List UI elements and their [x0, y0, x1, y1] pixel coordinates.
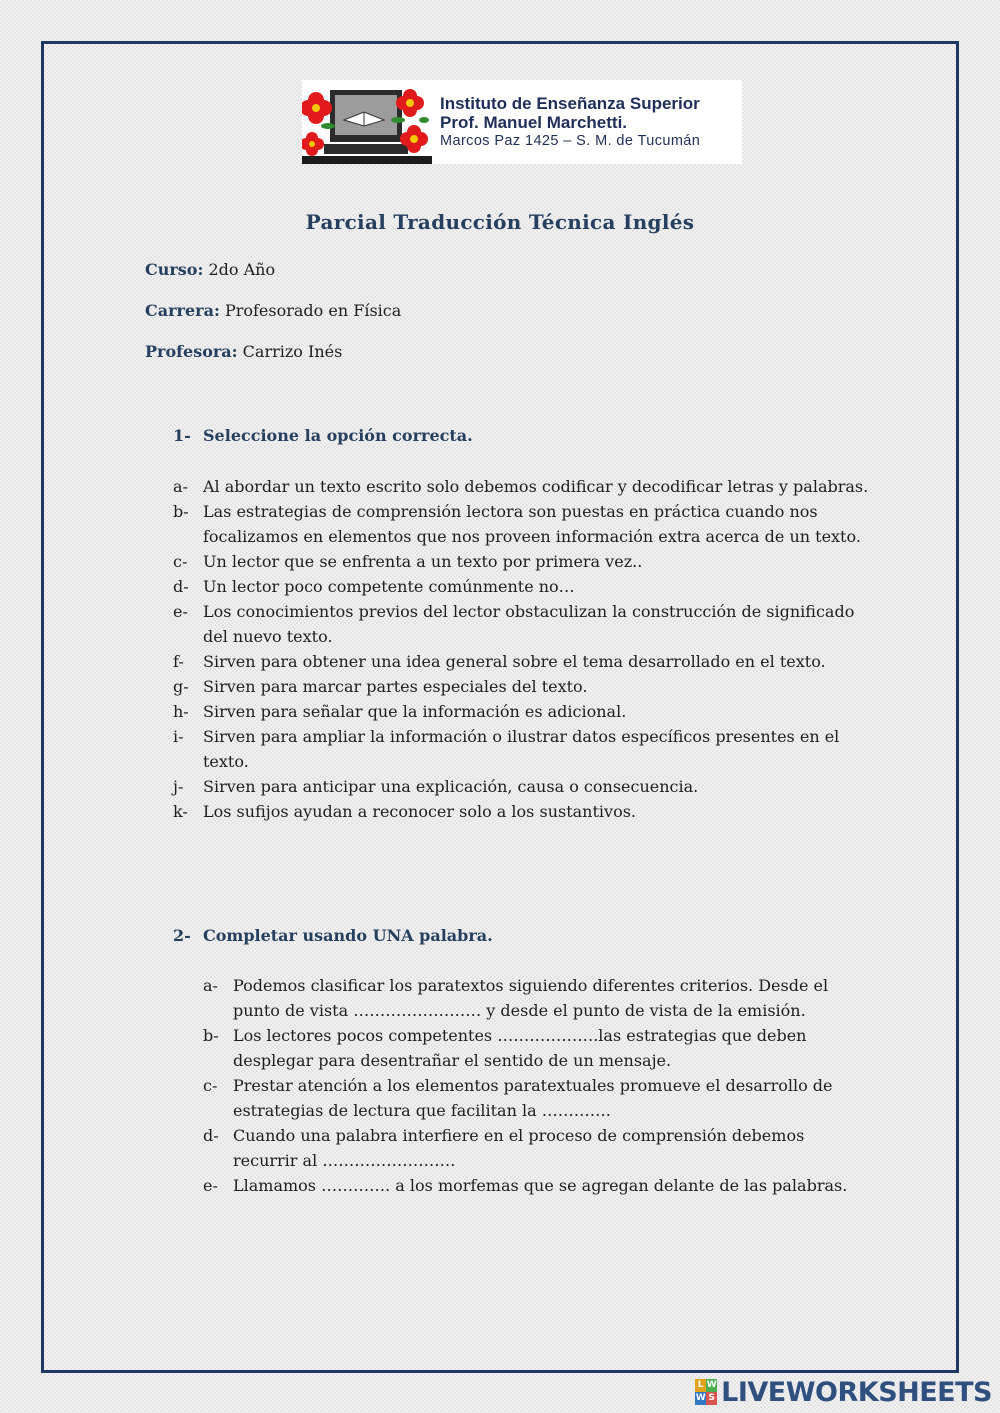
meta-course-value: 2do Año — [208, 260, 276, 279]
section1-number: 1- — [173, 426, 191, 445]
list-item — [173, 649, 873, 674]
meta-teacher — [145, 342, 342, 361]
section2-title: Completar usando UNA palabra. — [203, 926, 493, 945]
item-text: Al abordar un texto escrito solo debemos codificar y decodificar letras y palabras. — [203, 477, 869, 496]
logo-institute-patron: Prof. Manuel Marchetti. — [440, 113, 628, 132]
meta-course-label: Curso: — [145, 260, 204, 279]
item-letter: j- — [173, 777, 184, 796]
list-item — [173, 799, 873, 824]
list-item — [173, 499, 873, 549]
list-item — [173, 674, 873, 699]
item-text: Podemos clasificar los paratextos siguiendo diferentes criterios. Desde el punto de vista …………………… y desde el punto de vista de la emisión. — [233, 976, 829, 1020]
item-letter: e- — [203, 1176, 218, 1195]
item-letter: d- — [173, 577, 189, 596]
meta-teacher-value: Carrizo Inés — [242, 342, 343, 361]
list-item — [173, 549, 873, 574]
meta-career-value: Profesorado en Física — [224, 301, 402, 320]
list-item — [173, 774, 873, 799]
list-item — [173, 599, 873, 649]
list-item — [203, 973, 863, 1023]
meta-teacher-label: Profesora: — [145, 342, 238, 361]
item-letter: g- — [173, 677, 189, 696]
meta-course — [145, 260, 275, 279]
logo-tile: W — [695, 1393, 706, 1403]
item-letter: c- — [203, 1076, 218, 1095]
item-text: Los sufijos ayudan a reconocer solo a los sustantivos. — [203, 802, 636, 821]
list-item — [173, 724, 873, 774]
logo-tile: W — [706, 1380, 717, 1390]
list-item — [203, 1023, 863, 1073]
item-text: Prestar atención a los elementos paratextuales promueve el desarrollo de estrategias de lectura que facilitan la …………. — [233, 1076, 833, 1120]
page-title: Parcial Traducción Técnica Inglés — [305, 210, 695, 234]
list-item — [173, 574, 873, 599]
item-text: Un lector poco competente comúnmente no… — [203, 577, 575, 596]
item-letter: k- — [173, 802, 188, 821]
item-text: Las estrategias de comprensión lectora son puestas en práctica cuando nos focalizamos en elementos que nos proveen información extra acerca de un texto. — [203, 502, 861, 546]
logo-institute-name: Instituto de Enseñanza Superior — [440, 94, 700, 113]
meta-career-label: Carrera: — [145, 301, 220, 320]
logo-institute-address: Marcos Paz 1425 – S. M. de Tucumán — [440, 133, 701, 149]
item-letter: c- — [173, 552, 188, 571]
item-text: Sirven para ampliar la información o ilustrar datos específicos presentes en el texto. — [203, 727, 840, 771]
section1-title: Seleccione la opción correcta. — [203, 426, 473, 445]
liveworksheets-logo-icon — [695, 1379, 717, 1405]
item-letter: b- — [203, 1026, 219, 1045]
list-item — [203, 1073, 863, 1123]
liveworksheets-wordmark: LIVEWORKSHEETS — [721, 1376, 992, 1408]
liveworksheets-brand[interactable] — [695, 1376, 992, 1408]
item-text: Llamamos …………. a los morfemas que se agregan delante de las palabras. — [233, 1176, 848, 1195]
item-text: Cuando una palabra interfiere en el proceso de comprensión debemos recurrir al ……………………. — [233, 1126, 805, 1170]
institute-logo — [302, 80, 742, 164]
section2-number: 2- — [173, 926, 191, 945]
item-text: Sirven para obtener una idea general sobre el tema desarrollado en el texto. — [203, 652, 826, 671]
logo-tile: S — [706, 1392, 717, 1405]
list-item — [173, 699, 873, 724]
item-letter: a- — [173, 477, 188, 496]
item-letter: b- — [173, 502, 189, 521]
list-item — [173, 474, 873, 499]
list-item — [203, 1173, 863, 1198]
section2-list — [203, 973, 863, 1198]
item-text: Los lectores pocos competentes ……………….las estrategias que deben desplegar para desentrañar el sentido de un mensaje. — [233, 1026, 807, 1070]
item-letter: d- — [203, 1126, 219, 1145]
item-letter: h- — [173, 702, 189, 721]
section1-heading — [173, 426, 473, 445]
section1-list — [173, 474, 873, 824]
logo-tile: L — [695, 1379, 706, 1392]
meta-career — [145, 301, 401, 320]
item-text: Un lector que se enfrenta a un texto por primera vez.. — [203, 552, 643, 571]
item-text: Sirven para señalar que la información es adicional. — [203, 702, 627, 721]
item-letter: e- — [173, 602, 188, 621]
item-letter: a- — [203, 976, 218, 995]
item-text: Sirven para anticipar una explicación, causa o consecuencia. — [203, 777, 699, 796]
item-letter: i- — [173, 727, 184, 746]
item-text: Los conocimientos previos del lector obstaculizan la construcción de significado del nuevo texto. — [203, 602, 855, 646]
list-item — [203, 1123, 863, 1173]
item-text: Sirven para marcar partes especiales del texto. — [203, 677, 588, 696]
logo-emblem-image — [302, 80, 432, 164]
section2-heading — [173, 926, 493, 945]
item-letter: f- — [173, 652, 184, 671]
